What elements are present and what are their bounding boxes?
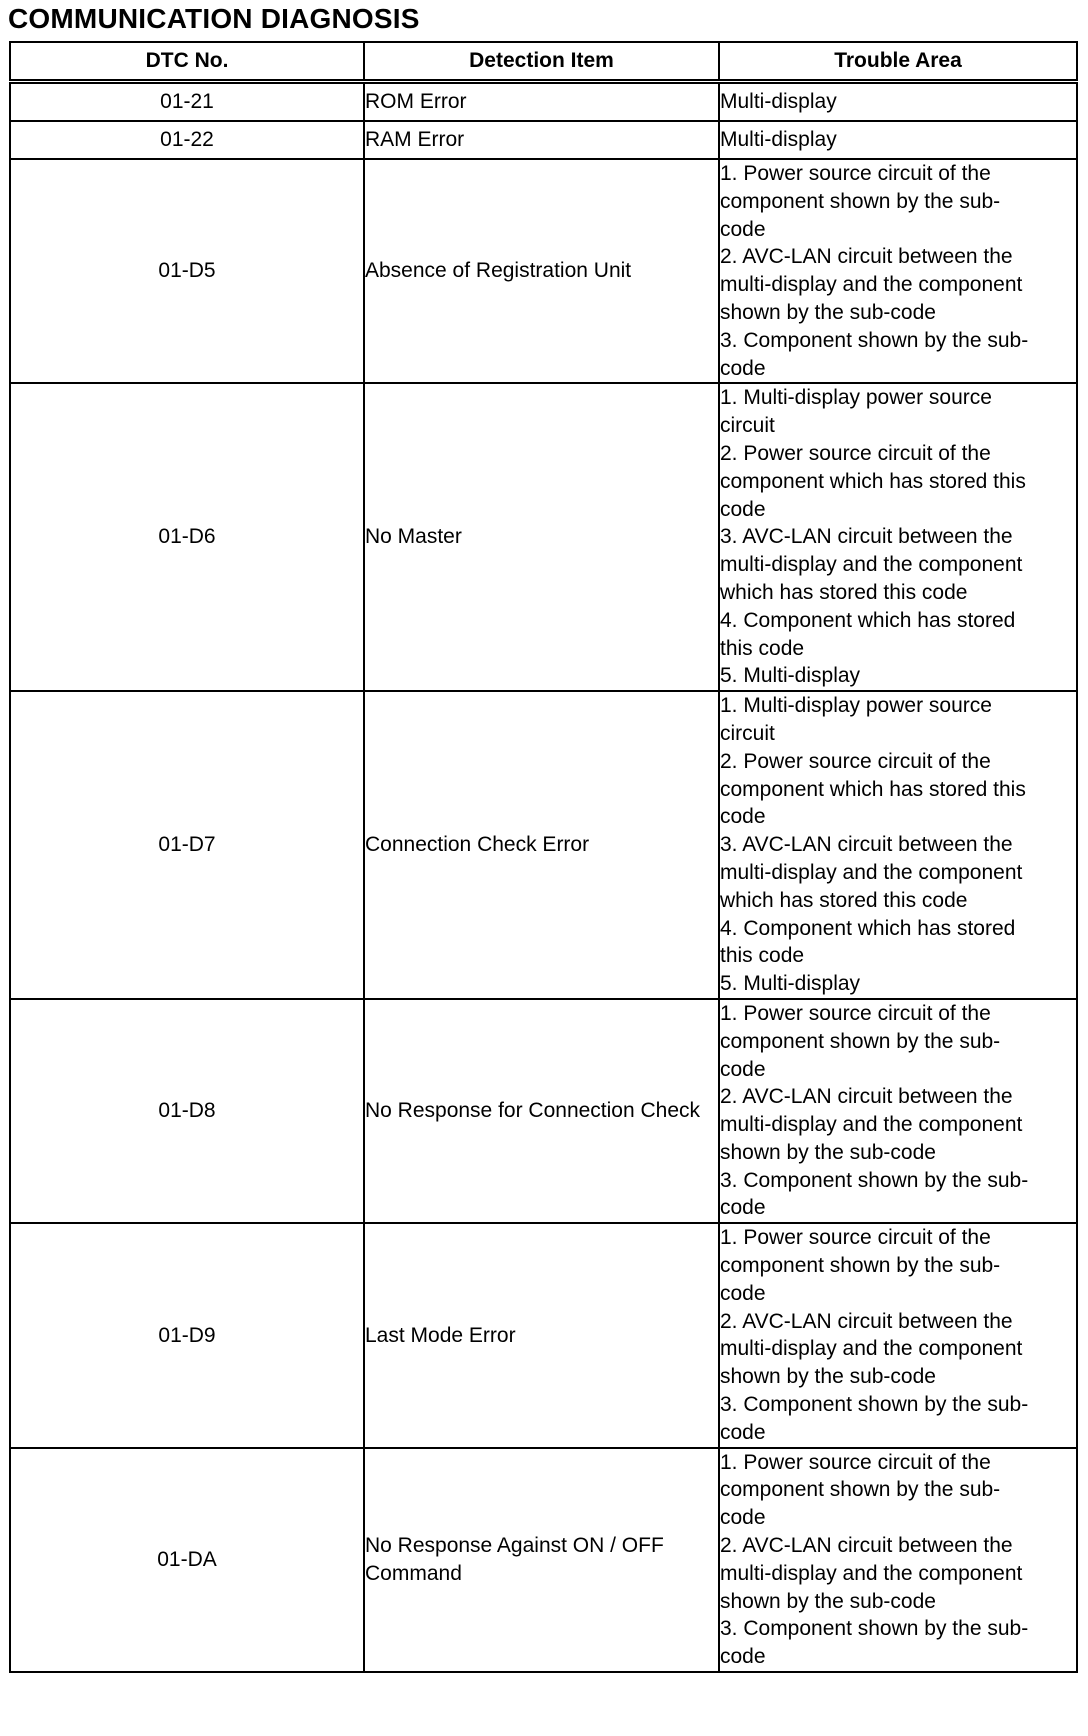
- trouble-area: [719, 383, 1077, 691]
- trouble-area: [719, 1448, 1077, 1672]
- trouble-area-line: multi-display and the component: [720, 1337, 1023, 1361]
- trouble-area-line: 5. Multi-display: [720, 972, 861, 996]
- trouble-area-line: 1. Multi-display power source: [720, 694, 992, 718]
- trouble-area-line: Multi-display: [720, 90, 837, 114]
- trouble-area-line: 3. AVC-LAN circuit between the: [720, 525, 1013, 549]
- page-title: COMMUNICATION DIAGNOSIS: [8, 3, 420, 34]
- table-row: [10, 159, 1077, 383]
- trouble-area-line: component shown by the sub-: [720, 1254, 1001, 1278]
- trouble-area: [719, 82, 1077, 122]
- trouble-area-line: code: [720, 356, 766, 380]
- trouble-area-line: code: [720, 1281, 766, 1305]
- dtc-number: 01-D6: [10, 383, 364, 691]
- detection-item: ROM Error: [364, 82, 719, 122]
- trouble-area-line: multi-display and the component: [720, 273, 1023, 297]
- detection-item: Absence of Registration Unit: [364, 159, 719, 383]
- trouble-area-line: multi-display and the component: [720, 860, 1023, 884]
- trouble-area-line: component shown by the sub-: [720, 1478, 1001, 1502]
- table-row: [10, 1448, 1077, 1672]
- dtc-number: 01-D9: [10, 1223, 364, 1447]
- trouble-area-line: code: [720, 1645, 766, 1669]
- detection-item: No Response for Connection Check: [364, 999, 719, 1223]
- trouble-area-line: circuit: [720, 721, 775, 745]
- trouble-area-line: shown by the sub-code: [720, 1140, 936, 1164]
- trouble-area-line: 1. Power source circuit of the: [720, 1226, 991, 1250]
- detection-item: RAM Error: [364, 121, 719, 159]
- dtc-number: 01-DA: [10, 1448, 364, 1672]
- trouble-area-line: 2. Power source circuit of the: [720, 441, 991, 465]
- trouble-area: [719, 691, 1077, 999]
- table-row: [10, 999, 1077, 1223]
- header-dtc-no: DTC No.: [10, 42, 364, 82]
- trouble-area-line: shown by the sub-code: [720, 1365, 936, 1389]
- trouble-area-line: code: [720, 805, 766, 829]
- trouble-area-line: 2. AVC-LAN circuit between the: [720, 1534, 1013, 1558]
- trouble-area-line: this code: [720, 636, 805, 660]
- table-row: [10, 383, 1077, 691]
- trouble-area-line: this code: [720, 944, 805, 968]
- trouble-area-line: 1. Power source circuit of the: [720, 1001, 991, 1025]
- dtc-number: 01-21: [10, 82, 364, 122]
- table-row: [10, 121, 1077, 159]
- trouble-area-line: 2. AVC-LAN circuit between the: [720, 245, 1013, 269]
- trouble-area: [719, 121, 1077, 159]
- trouble-area-line: Multi-display: [720, 128, 837, 152]
- trouble-area-line: code: [720, 1057, 766, 1081]
- table-row: [10, 82, 1077, 122]
- trouble-area-line: 3. Component shown by the sub-: [720, 328, 1029, 352]
- trouble-area-line: 3. Component shown by the sub-: [720, 1168, 1029, 1192]
- trouble-area-line: 2. Power source circuit of the: [720, 749, 991, 773]
- detection-item: No Response Against ON / OFF Command: [364, 1448, 719, 1672]
- trouble-area-line: circuit: [720, 414, 775, 438]
- trouble-area-line: 1. Power source circuit of the: [720, 1450, 991, 1474]
- trouble-area-line: 3. Component shown by the sub-: [720, 1393, 1029, 1417]
- trouble-area-line: multi-display and the component: [720, 1561, 1023, 1585]
- dtc-table: [9, 41, 1078, 1673]
- detection-item: Last Mode Error: [364, 1223, 719, 1447]
- trouble-area-line: 3. AVC-LAN circuit between the: [720, 833, 1013, 857]
- trouble-area-line: code: [720, 1420, 766, 1444]
- trouble-area-line: multi-display and the component: [720, 553, 1023, 577]
- trouble-area-line: shown by the sub-code: [720, 300, 936, 324]
- table-header-row: [10, 42, 1077, 82]
- trouble-area-line: 3. Component shown by the sub-: [720, 1617, 1029, 1641]
- trouble-area-line: 2. AVC-LAN circuit between the: [720, 1085, 1013, 1109]
- trouble-area: [719, 999, 1077, 1223]
- header-detection-item: Detection Item: [364, 42, 719, 82]
- trouble-area-line: multi-display and the component: [720, 1113, 1023, 1137]
- trouble-area-line: code: [720, 217, 766, 241]
- trouble-area-line: component which has stored this: [720, 777, 1026, 801]
- trouble-area-line: component which has stored this: [720, 469, 1026, 493]
- trouble-area-line: which has stored this code: [720, 580, 968, 604]
- trouble-area-line: 1. Multi-display power source: [720, 386, 992, 410]
- trouble-area-line: shown by the sub-code: [720, 1589, 936, 1613]
- trouble-area-line: 4. Component which has stored: [720, 608, 1016, 632]
- dtc-number: 01-D7: [10, 691, 364, 999]
- dtc-number: 01-D8: [10, 999, 364, 1223]
- table-row: [10, 691, 1077, 999]
- trouble-area-line: component shown by the sub-: [720, 1029, 1001, 1053]
- trouble-area-line: 1. Power source circuit of the: [720, 162, 991, 185]
- detection-item: No Master: [364, 383, 719, 691]
- trouble-area: [719, 159, 1077, 383]
- dtc-number: 01-D5: [10, 159, 364, 383]
- detection-item: Connection Check Error: [364, 691, 719, 999]
- trouble-area: [719, 1223, 1077, 1447]
- trouble-area-line: 2. AVC-LAN circuit between the: [720, 1309, 1013, 1333]
- trouble-area-line: component shown by the sub-: [720, 189, 1001, 213]
- dtc-number: 01-22: [10, 121, 364, 159]
- trouble-area-line: 5. Multi-display: [720, 664, 861, 688]
- header-trouble-area: Trouble Area: [719, 42, 1077, 82]
- trouble-area-line: 4. Component which has stored: [720, 916, 1016, 940]
- trouble-area-line: which has stored this code: [720, 888, 968, 912]
- trouble-area-line: code: [720, 497, 766, 521]
- trouble-area-line: code: [720, 1196, 766, 1220]
- trouble-area-line: code: [720, 1506, 766, 1530]
- table-row: [10, 1223, 1077, 1447]
